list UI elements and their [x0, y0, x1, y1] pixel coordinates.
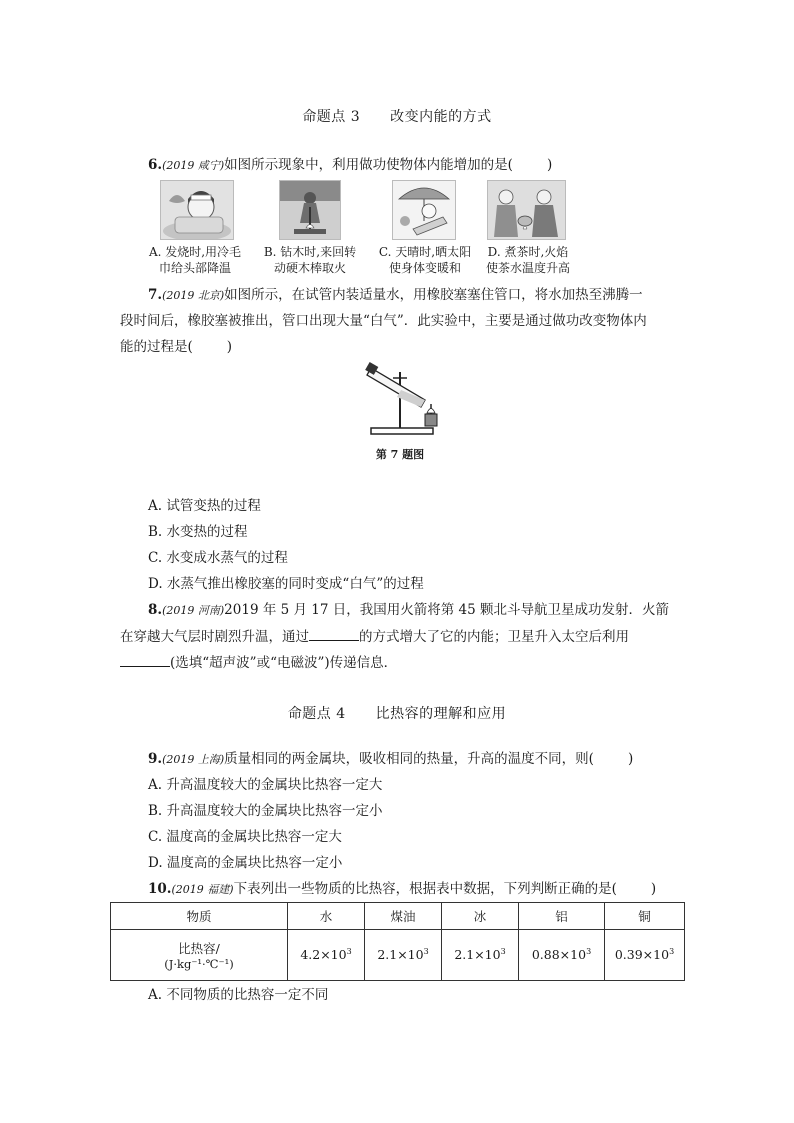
question-text: 能的过程是(	[120, 339, 193, 355]
question-10-option-a: A. 不同物质的比热容一定不同	[148, 987, 329, 1003]
question-text: (选填“超声波”或“电磁波”)传递信息．	[170, 655, 398, 671]
cell-value: 2.1×10	[454, 947, 501, 963]
question-7-option-a: A. 试管变热的过程	[148, 498, 261, 514]
answer-paren: )	[650, 881, 657, 897]
question-text: 在穿越大气层时剧烈升温，通过	[120, 629, 309, 645]
figure-7-caption: 第 7 题图	[375, 448, 425, 461]
table-header-cell: 水	[288, 903, 365, 930]
answer-paren: )	[546, 157, 553, 173]
caption-line: 动硬木棒取火	[273, 261, 346, 275]
question-9-option-a: A. 升高温度较大的金属块比热容一定大	[148, 777, 383, 793]
option-d-image	[487, 180, 566, 240]
section-label: 命题点 4	[287, 706, 346, 722]
cell-exponent: 3	[500, 947, 506, 957]
cell-exponent: 3	[423, 947, 429, 957]
specific-heat-table	[110, 902, 685, 981]
question-8-stem-line2	[120, 627, 629, 646]
question-7-stem-line1	[148, 286, 643, 305]
row-label-unit: (J·kg⁻¹·℃⁻¹)	[164, 957, 234, 971]
question-text: 如图所示，在试管内装适量水，用橡胶塞塞住管口，将水加热至沸腾一	[224, 287, 643, 303]
option-b-caption	[255, 244, 365, 276]
answer-paren: )	[226, 339, 233, 355]
question-7-option-b: B. 水变热的过程	[148, 524, 248, 540]
question-9-option-d: D. 温度高的金属块比热容一定小	[148, 855, 343, 871]
option-b-image	[279, 180, 341, 240]
table-header-cell: 铝	[519, 903, 605, 930]
section-title: 比热容的理解和应用	[375, 706, 507, 722]
option-d-caption	[472, 244, 584, 276]
question-9-option-b: B. 升高温度较大的金属块比热容一定小	[148, 803, 383, 819]
section-heading-3	[0, 106, 794, 126]
table-cell	[365, 930, 442, 981]
question-9-stem	[148, 750, 633, 769]
table-cell	[519, 930, 605, 981]
section-title: 改变内能的方式	[390, 109, 492, 125]
answer-paren: )	[627, 751, 634, 767]
option-a-image	[160, 180, 234, 240]
question-text: 的方式增大了它的内能；卫星升入太空后利用	[359, 629, 629, 645]
table-header-cell: 冰	[442, 903, 519, 930]
answer-blank[interactable]	[309, 627, 359, 641]
caption-line: A. 发烧时,用冷毛	[148, 245, 242, 259]
table-cell	[605, 930, 685, 981]
question-8-stem-line3	[120, 653, 397, 672]
cell-value: 0.88×10	[531, 947, 587, 963]
question-7-stem-line2: 段时间后，橡胶塞被推出，管口出现大量“白气”．此实验中，主要是通过做功改变物体内	[120, 313, 647, 329]
table-cell	[442, 930, 519, 981]
question-7-stem-line3	[120, 338, 232, 356]
question-number: 10.	[148, 881, 172, 897]
question-9-option-c: C. 温度高的金属块比热容一定大	[148, 829, 342, 845]
test-tube-apparatus-figure	[363, 356, 443, 436]
table-header-cell: 铜	[605, 903, 685, 930]
question-text: 如图所示现象中，利用做功使物体内能增加的是(	[224, 157, 513, 173]
question-source: (2019 上海)	[162, 753, 225, 766]
cell-value: 0.39×10	[614, 947, 670, 963]
section-label: 命题点 3	[302, 109, 361, 125]
question-8-stem-line1	[148, 601, 669, 620]
cell-exponent: 3	[586, 947, 592, 957]
question-number: 7.	[148, 287, 163, 303]
question-source: (2019 北京)	[162, 289, 225, 302]
caption-line: D. 煮茶时,火焰	[487, 245, 569, 259]
answer-blank[interactable]	[120, 653, 170, 667]
question-7-option-c: C. 水变成水蒸气的过程	[148, 550, 288, 566]
caption-line: B. 钻木时,来回转	[263, 245, 357, 259]
section-heading-4	[0, 703, 794, 723]
table-row-label	[111, 930, 288, 981]
question-6-stem	[148, 156, 552, 175]
caption-line: 使茶水温度升高	[485, 261, 570, 275]
option-c-image	[392, 180, 456, 240]
question-source: (2019 福建)	[171, 883, 234, 896]
option-a-caption	[140, 244, 250, 276]
question-text: 下表列出一些物质的比热容，根据表中数据，下列判断正确的是(	[233, 881, 617, 897]
question-text: 质量相同的两金属块，吸收相同的热量，升高的温度不同，则(	[224, 751, 594, 767]
question-10-stem	[148, 880, 656, 899]
table-header-cell: 物质	[111, 903, 288, 930]
question-number: 9.	[148, 751, 163, 767]
question-number: 6.	[148, 157, 163, 173]
row-label-line: 比热容/	[178, 941, 220, 956]
table-row	[111, 930, 685, 981]
cell-exponent: 3	[346, 947, 352, 957]
question-7-option-d: D. 水蒸气推出橡胶塞的同时变成“白气”的过程	[148, 576, 424, 592]
caption-line: 使身体变暖和	[388, 261, 461, 275]
table-cell	[288, 930, 365, 981]
question-text: 2019 年 5 月 17 日，我国用火箭将第 45 颗北斗导航卫星成功发射．火箭	[224, 602, 670, 618]
table-header-row	[111, 903, 685, 930]
caption-line: C. 天晴时,晒太阳	[378, 245, 472, 259]
cell-value: 2.1×10	[377, 947, 424, 963]
cell-value: 4.2×10	[300, 947, 347, 963]
question-source: (2019 河南)	[162, 604, 225, 617]
question-number: 8.	[148, 602, 163, 618]
question-source: (2019 咸宁)	[162, 159, 225, 172]
option-c-caption	[369, 244, 481, 276]
cell-exponent: 3	[669, 947, 675, 957]
table-header-cell: 煤油	[365, 903, 442, 930]
caption-line: 巾给头部降温	[158, 261, 231, 275]
